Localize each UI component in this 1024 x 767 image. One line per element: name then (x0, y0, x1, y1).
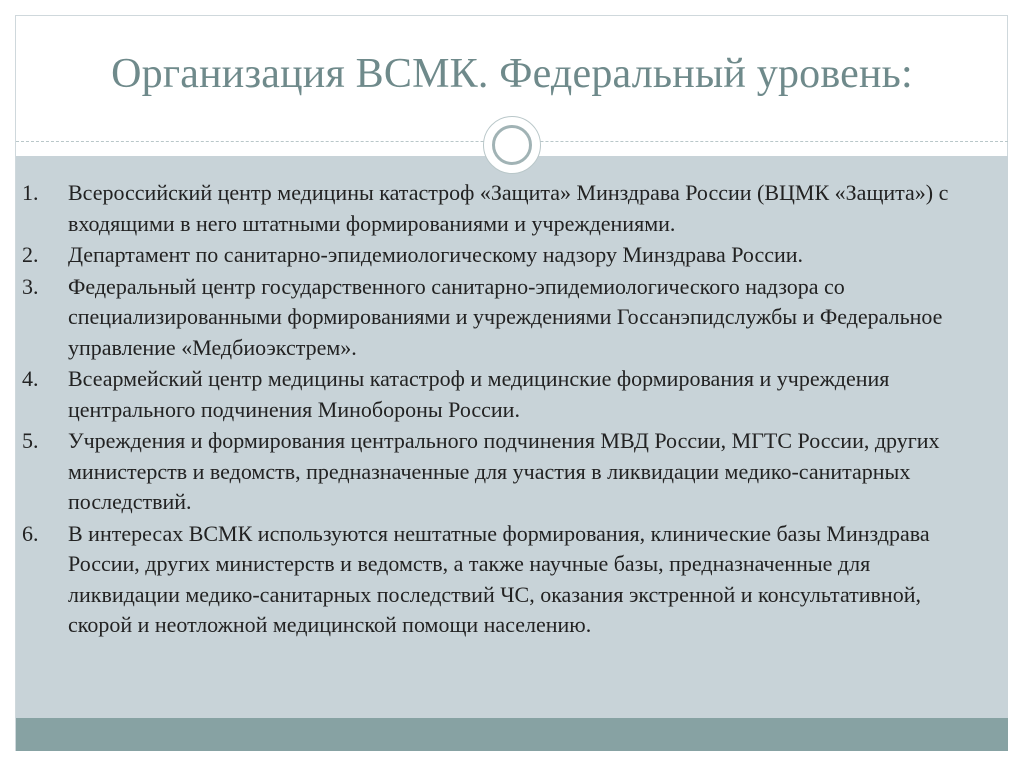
footer-band (16, 718, 1008, 751)
list-item-text: В интересах ВСМК используются нештатные формирования, клинические базы Минздрава России, других министерств и ведомств, а также научные базы, предназначенные для ликвидации медико-санитарных последствий ЧС, оказания экстренной и консультативной, скорой и неотложной медицинской помощи населению. (68, 520, 930, 637)
list-item-text: Учреждения и формирования центрального подчинения МВД России, МГТС России, других министерств и ведомств, предназначенные для участия в ликвидации медико-санитарных последствий. (68, 428, 940, 514)
circle-ring-icon (483, 116, 541, 174)
list-item (22, 178, 982, 239)
list-item (22, 364, 982, 425)
list-item (22, 519, 982, 641)
list-item-number: 4. (22, 366, 39, 391)
list-item-text: Всеармейский центр медицины катастроф и медицинские формирования и учреждения центрального подчинения Минобороны России. (68, 366, 890, 422)
slide-title: Организация ВСМК. Федеральный уровень: (111, 51, 913, 97)
list-item-number: 3. (22, 273, 39, 299)
list-item (22, 272, 982, 364)
list-item (22, 240, 982, 271)
list-item-number: 2. (22, 242, 39, 267)
list-item-number: 6. (22, 520, 39, 546)
list-item (22, 426, 982, 518)
list-item-text: Федеральный центр государственного санитарно-эпидемиологического надзора со специализированными формированиями и учреждениями Госсанэпидслужбы и Федеральное управление «Медбиоэкстрем». (68, 273, 943, 360)
list-item-number: 5. (22, 428, 39, 453)
numbered-list (22, 178, 982, 642)
list-item-number: 1. (22, 180, 39, 205)
list-item-text: Всероссийский центр медицины катастроф «Защита» Минздрава России (ВЦМК «Защита») с входящими в него штатными формированиями и учреждениями. (68, 180, 949, 236)
ring-inner (492, 125, 532, 165)
list-item-text: Департамент по санитарно-эпидемиологическому надзору Минздрава России. (68, 242, 804, 267)
